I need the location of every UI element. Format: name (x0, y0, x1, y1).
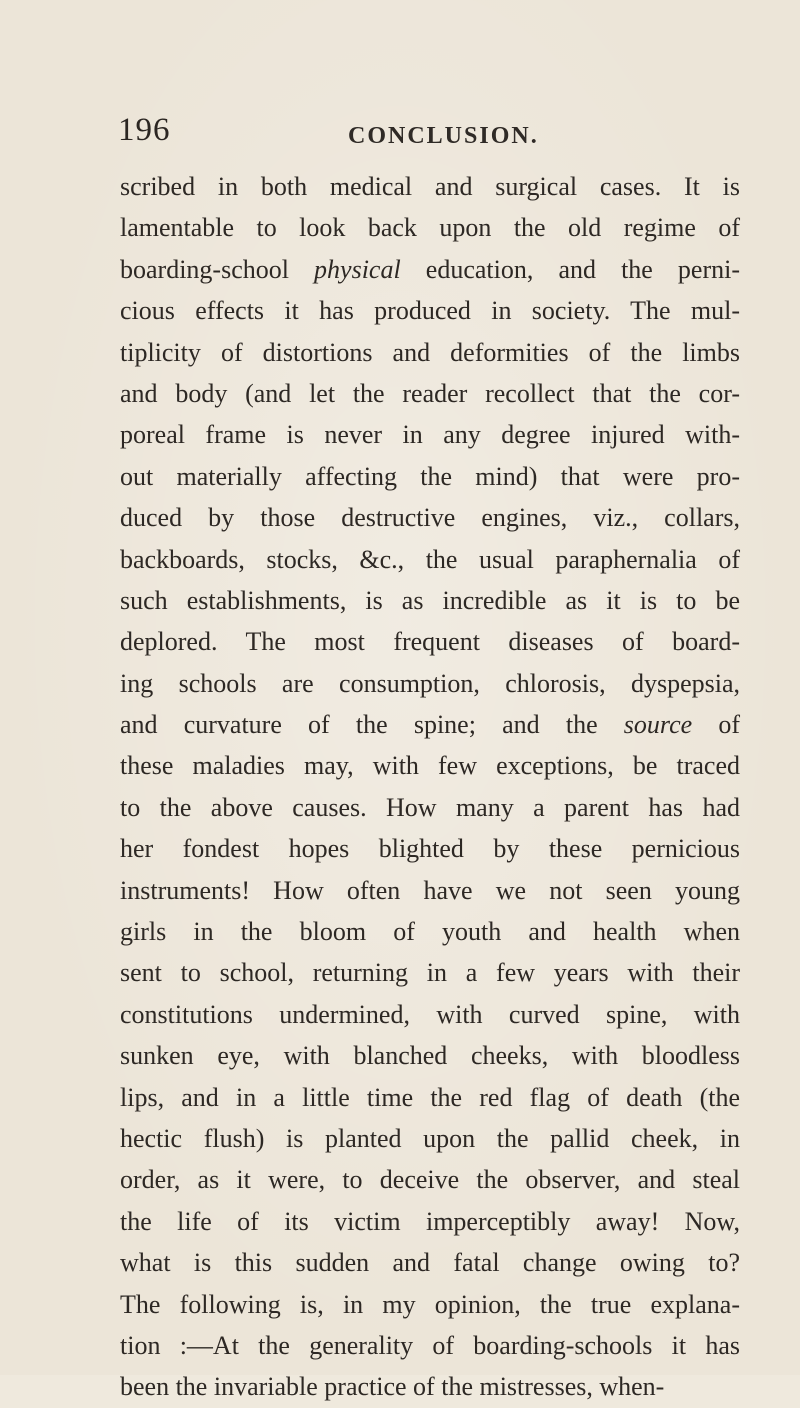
running-title: CONCLUSION. (348, 123, 539, 149)
text-line: her fondest hopes blighted by these pernicious (120, 834, 740, 864)
text-line: these maladies may, with few exceptions, be traced (120, 751, 740, 781)
text-line: such establishments, is as incredible as it is to be (120, 585, 740, 615)
text-line: hectic flush) is planted upon the pallid cheek, in (120, 1123, 740, 1153)
text-line: sunken eye, with blanched cheeks, with bloodless (120, 1041, 740, 1071)
text-line: poreal frame is never in any degree injured with- (120, 420, 740, 450)
text-line: constitutions undermined, with curved spine, with (120, 999, 740, 1029)
text-line: The following is, in my opinion, the true explana- (120, 1289, 740, 1319)
text-line: deplored. The most frequent diseases of board- (120, 627, 740, 657)
text-line: lips, and in a little time the red flag of death (the (120, 1082, 740, 1112)
text-line: girls in the bloom of youth and health when (120, 917, 740, 947)
text-line: instruments! How often have we not seen young (120, 875, 740, 905)
italic-word: source (623, 710, 693, 740)
text-line: boarding-school physical education, and the perni- (120, 254, 740, 284)
text-line: cious effects it has produced in society. The mul- (120, 296, 740, 326)
text-line: scribed in both medical and surgical cases. It is (120, 172, 740, 201)
text-line: out materially affecting the mind) that were pro- (120, 461, 740, 491)
running-head (0, 112, 800, 160)
text-line: and body (and let the reader recollect that the cor- (120, 378, 740, 408)
body-text (120, 166, 740, 1408)
page-number: 196 (118, 112, 171, 148)
text-line: tiplicity of distortions and deformities of the limbs (120, 337, 740, 367)
text-line: been the invariable practice of the mistresses, when- (120, 1372, 665, 1402)
text-line: tion :—At the generality of boarding-schools it has (120, 1330, 740, 1360)
italic-word: physical (314, 254, 401, 284)
text-line: duced by those destructive engines, viz., collars, (120, 503, 740, 533)
text-line: the life of its victim imperceptibly away! Now, (120, 1206, 740, 1236)
text-line: what is this sudden and fatal change owing to? (120, 1248, 740, 1278)
text-line: to the above causes. How many a parent has had (120, 792, 740, 822)
text-line: lamentable to look back upon the old regime of (120, 213, 740, 243)
text-line: sent to school, returning in a few years with their (120, 958, 740, 988)
text-line: ing schools are consumption, chlorosis, dyspepsia, (120, 668, 740, 698)
text-line: order, as it were, to deceive the observer, and steal (120, 1165, 740, 1195)
text-line: and curvature of the spine; and the source of (120, 710, 740, 740)
text-line: backboards, stocks, &c., the usual paraphernalia of (120, 544, 740, 574)
